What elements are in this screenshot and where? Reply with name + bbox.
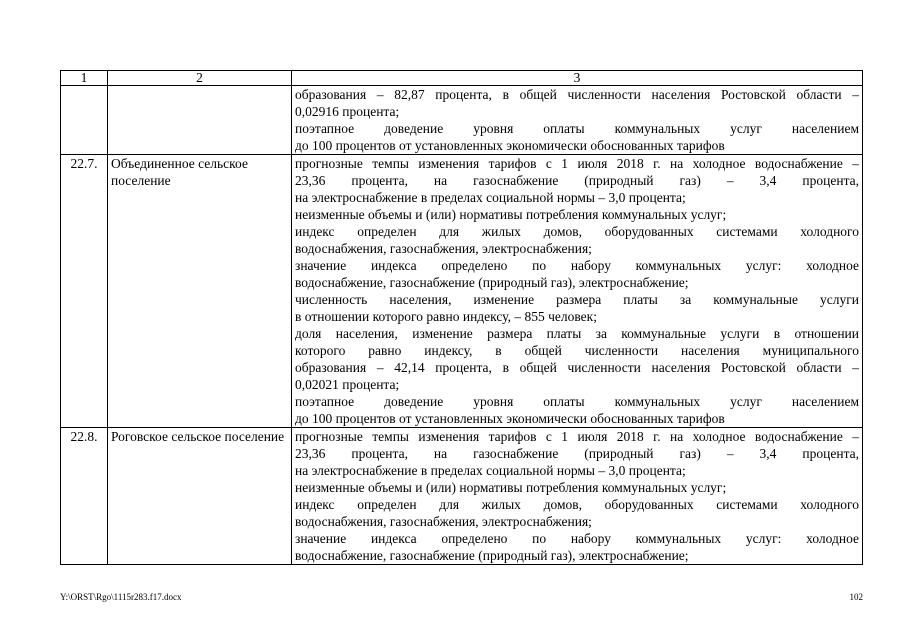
description-line: образования – 82,87 процента, в общей численности населения Ростовской области – xyxy=(295,87,859,102)
description-line: прогнозные темпы изменения тарифов с 1 июля 2018 г. на холодное водоснабжение – xyxy=(295,429,859,444)
description-line: поэтапное доведение уровня оплаты коммунальных услуг населением xyxy=(295,121,859,136)
row-number: 22.8. xyxy=(61,428,108,565)
description-line: значение индекса определено по набору коммунальных услуг: холодное xyxy=(295,531,859,546)
description-line: значение индекса определено по набору коммунальных услуг: холодное xyxy=(295,258,859,273)
description-line: до 100 процентов от установленных экономически обоснованных тарифов xyxy=(295,138,725,153)
settlement-name: Объединенное сельское поселение xyxy=(108,155,292,428)
description-line: водоснабжение, газоснабжение (природный газ), электроснабжение; xyxy=(295,548,689,563)
description-line: на электроснабжение в пределах социальной нормы – 3,0 процента; xyxy=(295,190,686,205)
description-line: которого равно индексу, в общей численности населения муниципального xyxy=(295,343,859,358)
row-description xyxy=(292,155,863,428)
table-row xyxy=(61,428,863,565)
description-line: 23,36 процента, на газоснабжение (природный газ) – 3,4 процента, xyxy=(295,173,859,188)
header-col-3: 3 xyxy=(292,71,863,86)
description-line: прогнозные темпы изменения тарифов с 1 июля 2018 г. на холодное водоснабжение – xyxy=(295,156,859,171)
description-line: поэтапное доведение уровня оплаты коммунальных услуг населением xyxy=(295,394,859,409)
description-line: индекс определен для жилых домов, оборудованных системами холодного xyxy=(295,497,859,512)
description-line: водоснабжение, газоснабжение (природный газ), электроснабжение; xyxy=(295,275,689,290)
description-line: в отношении которого равно индексу, – 855 человек; xyxy=(295,309,597,324)
tariff-table xyxy=(60,70,863,565)
table-body xyxy=(61,71,863,565)
row-number xyxy=(61,86,108,155)
table-header-row xyxy=(61,71,863,86)
settlement-name: Роговское сельское поселение xyxy=(108,428,292,565)
description-line: доля населения, изменение размера платы за коммунальные услуги в отношении xyxy=(295,326,859,341)
table-row xyxy=(61,155,863,428)
description-line: 0,02021 процента; xyxy=(295,377,400,392)
description-line: неизменные объемы и (или) нормативы потребления коммунальных услуг; xyxy=(295,207,727,222)
row-number: 22.7. xyxy=(61,155,108,428)
description-line: численность населения, изменение размера платы за коммунальные услуги xyxy=(295,292,859,307)
description-line: на электроснабжение в пределах социальной нормы – 3,0 процента; xyxy=(295,463,686,478)
row-description xyxy=(292,86,863,155)
footer-file-path: Y:\ORST\Rgo\1115r283.f17.docx xyxy=(60,592,182,602)
row-description xyxy=(292,428,863,565)
description-line: индекс определен для жилых домов, оборудованных системами холодного xyxy=(295,224,859,239)
description-line: образования – 42,14 процента, в общей численности населения Ростовской области – xyxy=(295,360,859,375)
description-line: до 100 процентов от установленных экономически обоснованных тарифов xyxy=(295,411,725,426)
header-col-1: 1 xyxy=(61,71,108,86)
footer-page-number: 102 xyxy=(849,592,863,602)
header-col-2: 2 xyxy=(108,71,292,86)
description-line: 0,02916 процента; xyxy=(295,104,400,119)
description-line: водоснабжения, газоснабжения, электроснабжения; xyxy=(295,241,592,256)
table-row xyxy=(61,86,863,155)
description-line: неизменные объемы и (или) нормативы потребления коммунальных услуг; xyxy=(295,480,727,495)
description-line: водоснабжения, газоснабжения, электроснабжения; xyxy=(295,514,592,529)
description-line: 23,36 процента, на газоснабжение (природный газ) – 3,4 процента, xyxy=(295,446,859,461)
settlement-name xyxy=(108,86,292,155)
